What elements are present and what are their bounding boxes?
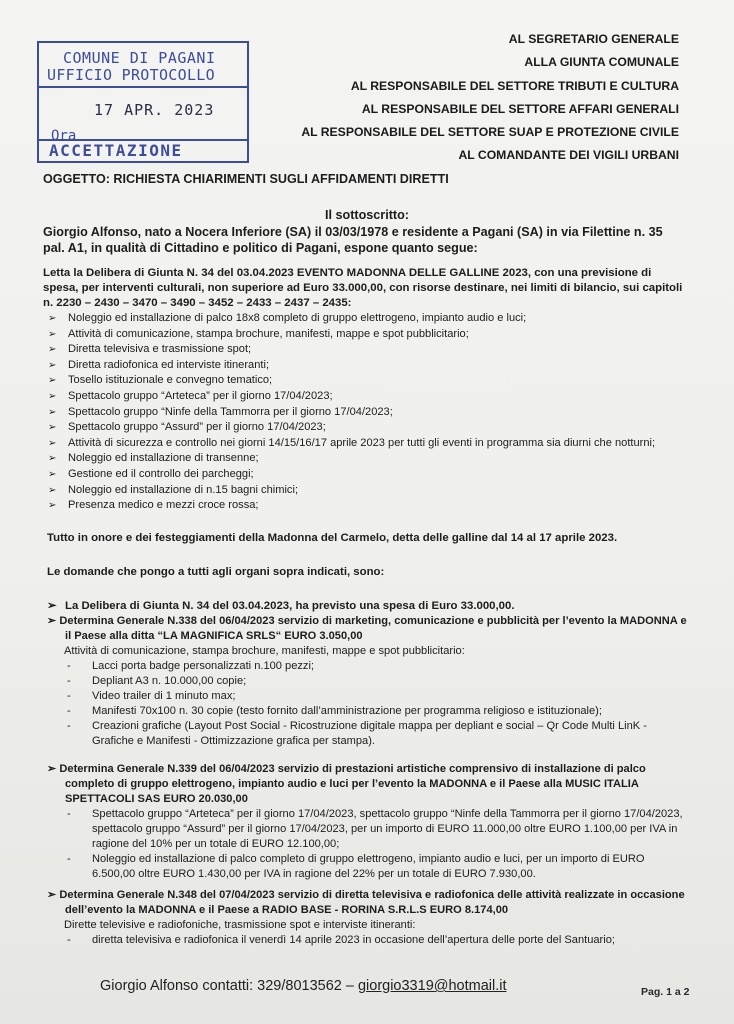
list-item: ➢ Diretta radiofonica ed interviste itineranti; <box>48 358 698 374</box>
stamp-date: 17 APR. 2023 <box>94 101 215 119</box>
contacts-text: Giorgio Alfonso contatti: 329/8013562 – <box>100 978 358 994</box>
honor-paragraph: Tutto in onore e dei festeggiamenti della Madonna del Carmelo, detta delle galline dal 14 al 17 aprile 2023. <box>47 532 618 544</box>
list-item: - diretta televisiva e radiofonica il venerdì 14 aprile 2023 in occasione dell’apertura delle porte del Santuario; <box>64 933 687 948</box>
recipient: AL SEGRETARIO GENERALE <box>508 32 679 46</box>
determina-339-text: Determina Generale N.339 del 06/04/2023 servizio di prestazioni artistiche comprensivo di installazione di palco completo di gruppo elettrogeno, impianto audio e luci per l’evento la MADONNA e il Paese alla MUSIC ITALIA SPETTACOLI SAS EURO 20.030,00 <box>59 763 646 805</box>
recipient: AL RESPONSABILE DEL SETTORE SUAP E PROTEZIONE CIVILE <box>301 125 679 140</box>
determina-338-heading <box>47 614 687 644</box>
question-1 <box>47 598 515 612</box>
determina-338-list <box>47 659 687 749</box>
subject-line: OGGETTO: RICHIESTA CHIARIMENTI SUGLI AFFIDAMENTI DIRETTI <box>43 172 449 186</box>
arrow-bullet-icon: ➢ <box>47 763 60 775</box>
arrow-bullet-icon: ➢ <box>47 600 57 612</box>
page-number: Pag. 1 a 2 <box>641 986 690 998</box>
delibera-paragraph: Letta la Delibera di Giunta N. 34 del 03.04.2023 EVENTO MADONNA DELLE GALLINE 2023, con una previsione di spesa, per interventi culturali, non superiore ad Euro 33.000,00, con risorse destinare, nei limiti di bilancio, sui capitoli n. 2230 – 2430 – 3470 – 3490 – 3452 – 2433 – 2437 – 2435: <box>43 267 683 309</box>
list-item: ➢ Spettacolo gruppo “Arteteca” per il giorno 17/04/2023; <box>48 389 698 405</box>
determina-339 <box>47 762 687 882</box>
determina-339-heading <box>47 762 687 807</box>
expense-items-list <box>48 311 698 514</box>
determina-339-list <box>47 807 687 882</box>
list-item: ➢ Noleggio ed installazione di palco 18x8 completo di gruppo elettrogeno, impianto audio e luci; <box>48 311 698 327</box>
list-item: - Manifesti 70x100 n. 30 copie (testo fornito dall’amministrazione per programma religioso e istituzionale); <box>64 704 687 719</box>
determina-348-sub: Dirette televisive e radiofoniche, trasmissione spot e interviste itineranti: <box>64 919 416 931</box>
list-item: - Creazioni grafiche (Layout Post Social - Ricostruzione digitale mappa per depliant e social – Qr Code Multi LinK - Grafiche e Manifesti - Ottimizzazione grafica per stampa). <box>64 719 687 749</box>
determina-338-sub: Attività di comunicazione, stampa brochure, manifesti, mappe e spot pubblicitario: <box>64 645 465 657</box>
protocol-stamp <box>37 41 249 163</box>
recipient: AL RESPONSABILE DEL SETTORE TRIBUTI E CULTURA <box>350 78 679 93</box>
arrow-bullet-icon: ➢ <box>47 615 60 627</box>
stamp-line-1: COMUNE DI PAGANI <box>63 49 216 67</box>
question-1-text: La Delibera di Giunta N. 34 del 03.04.2023, ha previsto una spesa di Euro 33.000,00. <box>65 600 515 612</box>
stamp-ora: Ora <box>51 128 77 144</box>
stamp-accettazione: ACCETTAZIONE <box>39 139 247 161</box>
list-item: ➢ Noleggio ed installazione di n.15 bagni chimici; <box>48 483 698 499</box>
determina-348 <box>47 888 687 948</box>
intro-paragraph: Giorgio Alfonso, nato a Nocera Inferiore (SA) il 03/03/1978 e residente a Pagani (SA) in via Filettine n. 35 pal. A1, in qualità di Cittadino e politico di Pagani, espone quanto segue: <box>43 225 663 255</box>
determina-338 <box>47 614 687 749</box>
determina-348-heading <box>47 888 687 918</box>
list-item: ➢ Attività di sicurezza e controllo nei giorni 14/15/16/17 aprile 2023 per tutti gli eventi in programma sia diurni che notturni; <box>48 436 698 452</box>
arrow-bullet-icon: ➢ <box>47 889 60 901</box>
recipient: AL RESPONSABILE DEL SETTORE AFFARI GENERALI <box>361 101 679 116</box>
undersigned-heading: Il sottoscritto: <box>325 208 409 222</box>
list-item: - Noleggio ed installazione di palco completo di gruppo elettrogeno, impianto audio e luci, per un importo di EURO 6.500,00 oltre EURO 1.430,00 per IVA in ragione del 22% per un totale di EURO 7.930,00. <box>64 852 687 882</box>
list-item: ➢ Spettacolo gruppo “Ninfe della Tammorra per il giorno 17/04/2023; <box>48 405 698 421</box>
recipient: ALLA GIUNTA COMUNALE <box>524 55 679 70</box>
recipient: AL COMANDANTE DEI VIGILI URBANI <box>458 148 679 163</box>
list-item: ➢ Presenza medico e mezzi croce rossa; <box>48 498 698 514</box>
list-item: - Spettacolo gruppo “Arteteca” per il giorno 17/04/2023, spettacolo gruppo “Ninfe della Tammorra per il giorno 17/04/2023, spettacolo gruppo “Assurd” per il giorno 17/04/2023, per un importo di EURO 11.000,00 oltre EURO 1.100,00 per IVA in ragione del 10% per un totale di EURO 12.100,00; <box>64 807 687 852</box>
list-item: ➢ Spettacolo gruppo “Assurd” per il giorno 17/04/2023; <box>48 420 698 436</box>
stamp-line-2: UFFICIO PROTOCOLLO <box>47 66 215 84</box>
list-item: ➢ Noleggio ed installazione di transenne; <box>48 451 698 467</box>
list-item: ➢ Diretta televisiva e trasmissione spot; <box>48 342 698 358</box>
list-item: ➢ Gestione ed il controllo dei parcheggi; <box>48 467 698 483</box>
list-item: - Depliant A3 n. 10.000,00 copie; <box>64 674 687 689</box>
recipients-block <box>301 28 679 168</box>
determina-348-list <box>47 933 687 948</box>
determina-338-text: Determina Generale N.338 del 06/04/2023 servizio di marketing, comunicazione e pubblicità per l’evento la MADONNA e il Paese alla ditta “LA MAGNIFICA SRLS“ EURO 3.050,00 <box>59 615 687 642</box>
list-item: ➢ Attività di comunicazione, stampa brochure, manifesti, mappe e spot pubblicitario; <box>48 327 698 343</box>
email-link[interactable]: giorgio3319@hotmail.it <box>357 978 507 994</box>
stamp-divider <box>39 86 247 88</box>
questions-intro: Le domande che pongo a tutti agli organi sopra indicati, sono: <box>47 566 385 578</box>
list-item: - Lacci porta badge personalizzati n.100 pezzi; <box>64 659 687 674</box>
determina-348-text: Determina Generale N.348 del 07/04/2023 servizio di diretta televisiva e radiofonica delle attività realizzate in occasione dell’evento la MADONNA e il Paese a RADIO BASE - RORINA S.R.L.S EURO 8.174,00 <box>59 889 685 916</box>
footer-contacts <box>100 978 507 994</box>
list-item: ➢ Tosello istituzionale e convegno tematico; <box>48 373 698 389</box>
list-item: - Video trailer di 1 minuto max; <box>64 689 687 704</box>
